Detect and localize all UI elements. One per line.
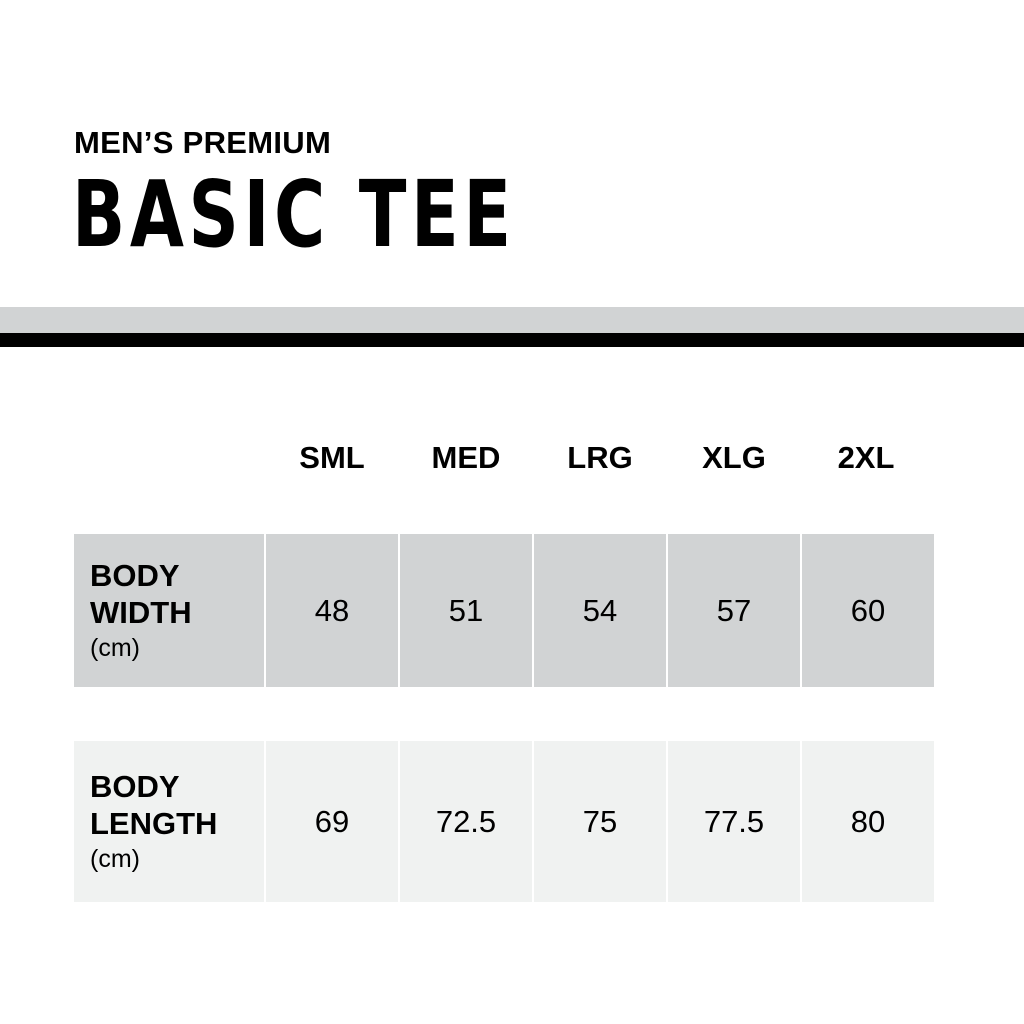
row-label-line1: BODY bbox=[90, 557, 180, 593]
table-row-body-width bbox=[74, 534, 934, 687]
table-row-body-length bbox=[74, 741, 934, 902]
row-label-line1: BODY bbox=[90, 768, 180, 804]
size-header-sml: SML bbox=[299, 440, 365, 475]
table-cell: 80 bbox=[802, 741, 934, 902]
row-label-line2: LENGTH bbox=[90, 805, 218, 841]
table-cell: 51 bbox=[400, 534, 532, 687]
size-header-med: MED bbox=[431, 440, 501, 475]
size-header-lrg: LRG bbox=[567, 440, 633, 475]
table-cell: 57 bbox=[668, 534, 800, 687]
size-header-xlg: XLG bbox=[702, 440, 766, 475]
table-cell: 48 bbox=[266, 534, 398, 687]
row-label bbox=[74, 741, 264, 902]
row-label-line2: WIDTH bbox=[90, 594, 192, 630]
black-band bbox=[0, 333, 1024, 347]
table-cell: 77.5 bbox=[668, 741, 800, 902]
grey-band bbox=[0, 307, 1024, 333]
row-label bbox=[74, 534, 264, 687]
table-cell: 75 bbox=[534, 741, 666, 902]
table-cell: 60 bbox=[802, 534, 934, 687]
row-label-unit: (cm) bbox=[90, 844, 140, 873]
table-cell: 69 bbox=[266, 741, 398, 902]
table-cell: 72.5 bbox=[400, 741, 532, 902]
table-cell: 54 bbox=[534, 534, 666, 687]
page-title: BASIC TEE bbox=[72, 161, 516, 268]
subtitle: MEN’S PREMIUM bbox=[74, 125, 332, 160]
size-header-2xl: 2XL bbox=[837, 440, 895, 475]
row-label-unit: (cm) bbox=[90, 633, 140, 662]
